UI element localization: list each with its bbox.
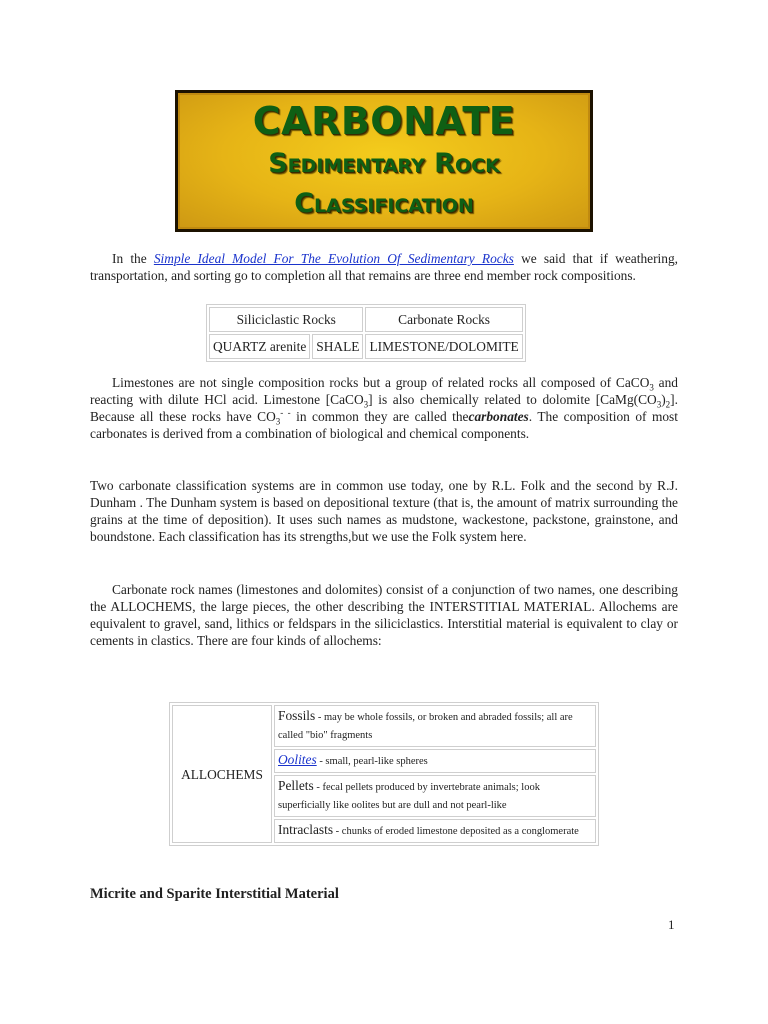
- allochem-oolites: [274, 749, 596, 773]
- banner-line-1: CARBONATE: [252, 99, 516, 143]
- classification-paragraph: Two carbonate classification systems are in common use today, one by R.L. Folk and the second by R.J. Dunham . The Dunham system is based on depositional texture (that is, the amount of matrix surrounding the grains at the time of deposition). It uses such names as mudstone, wackestone, packstone, grainstone, and boundstone. Each classification has its strengths,but we use the Folk system here.: [90, 478, 678, 544]
- allochem-pellets: [274, 775, 596, 817]
- page-number: 1: [668, 917, 675, 932]
- allochem-desc: - may be whole fossils, or broken and abraded fossils; all are called "bio" fragments: [278, 712, 573, 741]
- evolution-model-link[interactable]: Simple Ideal Model For The Evolution Of Sedimentary Rocks: [153, 251, 514, 266]
- banner-line-3: Classification: [294, 188, 474, 219]
- title-banner: [175, 90, 593, 232]
- p2-sub-b: 3: [363, 399, 369, 410]
- carbonates-emphasis: carbonates: [468, 409, 529, 424]
- banner-line-2: Sedimentary Rock: [268, 148, 500, 179]
- cell-shale: SHALE: [312, 334, 363, 359]
- header-siliciclastic: Siliciclastic Rocks: [209, 307, 363, 332]
- allochems-table: [169, 702, 599, 846]
- allochem-desc: - chunks of eroded limestone deposited as a conglomerate: [333, 826, 579, 837]
- table-row: [172, 705, 596, 747]
- table-row: [209, 334, 523, 359]
- cell-limestone-dolomite: LIMESTONE/DOLOMITE: [365, 334, 522, 359]
- p2-text-c2: ): [661, 392, 666, 407]
- intro-post: we said that if weathering, transportation, and sorting go to completion all that remains are three end member rock compositions.: [90, 251, 679, 283]
- header-carbonate: Carbonate Rocks: [365, 307, 522, 332]
- p2-text-e: in common they are called the: [290, 409, 469, 424]
- p2-sup-d: - -: [280, 407, 291, 418]
- intro-paragraph: [90, 250, 678, 284]
- p2-text-d: ]. Because all these rocks have CO: [90, 392, 678, 424]
- allochem-desc: - fecal pellets produced by invertebrate animals; look superficially like oolites but are dull and not pearl-like: [278, 782, 540, 811]
- rock-composition-table: [206, 304, 526, 362]
- cell-quartz-arenite: QUARTZ arenite: [209, 334, 310, 359]
- p2-sub-a: 3: [649, 382, 654, 393]
- p2-sub-c2: 2: [665, 399, 671, 410]
- allochem-intraclasts: [274, 819, 596, 843]
- allochem-name: Fossils: [278, 708, 316, 723]
- p2-text-c: ] is also chemically related to dolomite [CaMg(CO: [368, 392, 657, 407]
- rock-names-paragraph: [90, 581, 678, 649]
- allochem-desc: - small, pearl-like spheres: [316, 756, 428, 767]
- p2-sub-d: 3: [275, 416, 281, 427]
- section-heading: Micrite and Sparite Interstitial Material: [90, 886, 339, 902]
- allochem-fossils: [274, 705, 596, 747]
- oolites-link[interactable]: Oolites: [278, 752, 317, 767]
- p2-text-f: . The composition of most carbonates is derived from a combination of biological and chemical components.: [90, 409, 678, 441]
- allochem-name: Pellets: [278, 778, 314, 793]
- p2-text-a: Limestones are not single composition rocks but a group of related rocks all composed of CaCO: [112, 375, 650, 390]
- intro-pre: In the: [112, 251, 154, 266]
- p2-sub-c: 3: [656, 399, 662, 410]
- allochem-name: Intraclasts: [278, 822, 334, 837]
- table-row: [209, 307, 523, 332]
- allochems-label: ALLOCHEMS: [172, 705, 272, 843]
- p2-text-b: and reacting with dilute HCl acid. Limestone [CaCO: [90, 375, 678, 407]
- p4-text: Carbonate rock names (limestones and dolomites) consist of a conjunction of two names, one describing the ALLOCHEMS, the large pieces, the other describing the INTERSTITIAL MATERIAL. Allochems are equivalent to gravel, sand, lithics or feldspars in the siliciclastics. Interstitial material is equivalent to clay or cements in clastics. There are four kinds of allochems:: [90, 582, 678, 648]
- limestone-paragraph: [90, 374, 678, 442]
